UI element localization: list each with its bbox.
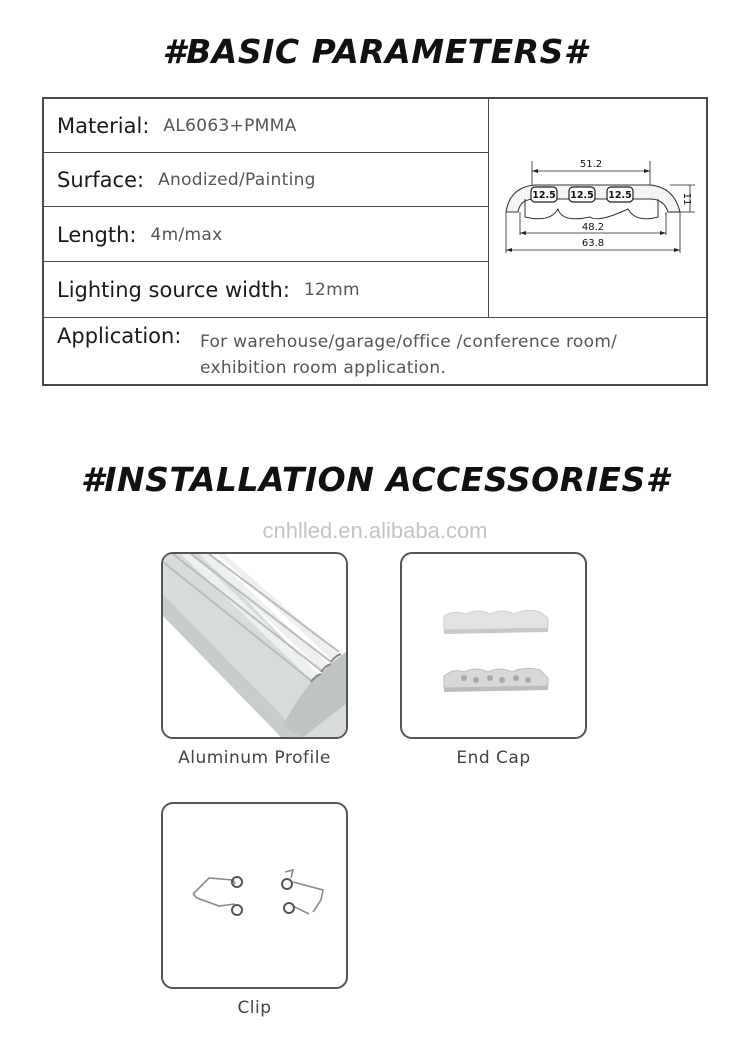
application-line-2: exhibition room application.: [200, 358, 447, 378]
application-row: [44, 318, 706, 384]
application-value: [200, 329, 680, 381]
dim-inner-width: 48.2: [581, 222, 605, 233]
watermark-text: cnhlled.en.alibaba.com: [262, 518, 488, 543]
dim-channel-1: 12.5: [532, 190, 556, 201]
dim-outer-width: 63.8: [581, 238, 605, 249]
dim-channel-2: 12.5: [570, 190, 594, 201]
dim-channel-3: 12.5: [608, 190, 632, 201]
application-line-1: For warehouse/garage/office /conference room/: [200, 332, 618, 352]
table-divider: [488, 99, 489, 318]
param-row-material: [44, 99, 488, 153]
param-row-surface: [44, 153, 488, 207]
param-row-length: [44, 208, 488, 262]
dim-height: 11: [681, 192, 692, 206]
param-value: AL6063+PMMA: [163, 115, 297, 136]
aluminum-profile-image: [163, 554, 346, 737]
application-label: Application:: [57, 324, 182, 348]
installation-accessories-title: #INSTALLATION ACCESSORIES#: [80, 460, 670, 499]
basic-parameters-title: #BASIC PARAMETERS#: [162, 32, 588, 71]
param-label: Surface:: [57, 167, 145, 192]
param-label: Material:: [57, 113, 150, 138]
param-value: Anodized/Painting: [158, 169, 316, 190]
dim-top-width: 51.2: [579, 159, 603, 170]
param-label: Lighting source width:: [57, 278, 290, 302]
param-value: 12mm: [303, 280, 360, 300]
accessory-card-end-cap: [400, 552, 587, 739]
cross-section-drawing: [490, 99, 706, 318]
caption-end-cap: End Cap: [456, 748, 531, 768]
profile-cross-section-diagram: [490, 99, 706, 318]
accessory-card-clip: [161, 802, 348, 989]
caption-aluminum-profile: Aluminum Profile: [178, 748, 331, 768]
caption-clip: Clip: [237, 998, 272, 1018]
param-label: Length:: [57, 222, 137, 247]
end-cap-image: [402, 554, 585, 737]
accessory-card-aluminum-profile: [161, 552, 348, 739]
parameters-table: [42, 97, 708, 386]
clip-image: [163, 804, 346, 987]
param-value: 4m/max: [150, 224, 223, 245]
